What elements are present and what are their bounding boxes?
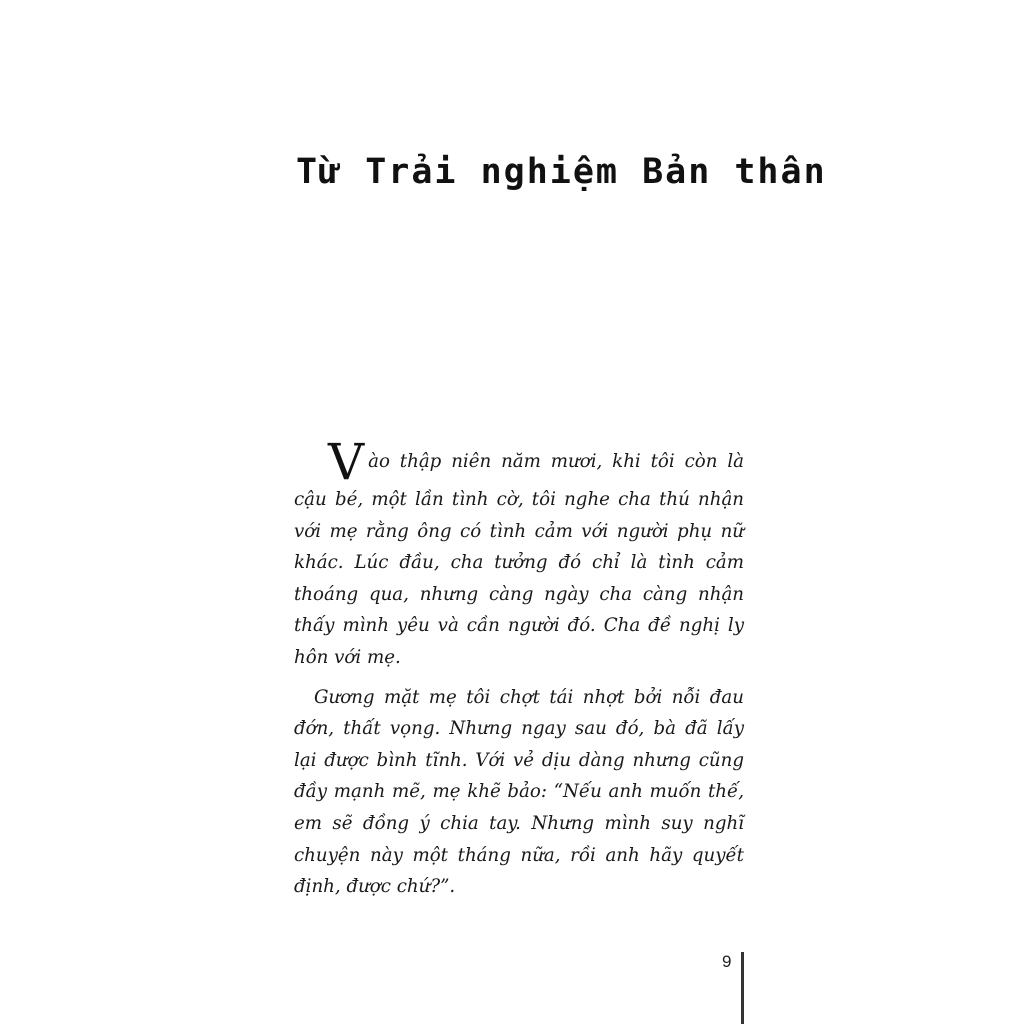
text-line: hôn với mẹ. [294,646,401,668]
body-text [294,433,744,903]
text-line: đầy mạnh mẽ, mẹ khẽ bảo: “Nếu anh muốn thế, [294,781,744,803]
text-line: khác. Lúc đầu, cha tưởng đó chỉ là tình cảm [294,552,744,574]
page-number: 9 [722,952,732,971]
paragraph-2 [294,682,744,903]
text-line: lại được bình tĩnh. Với vẻ dịu dàng nhưng cũng [294,749,744,771]
text-line: thấy mình yêu và cần người đó. Cha đề nghị ly [294,615,744,637]
drop-cap: V [328,433,365,491]
text-line: em sẽ đồng ý chia tay. Nhưng mình suy nghĩ [294,812,744,834]
text-line: đớn, thất vọng. Nhưng ngay sau đó, bà đã lấy [294,718,744,740]
text-line: định, được chứ?”. [294,876,456,898]
text-line: thoáng qua, nhưng càng ngày cha càng nhận [294,583,744,605]
text-line: ào thập niên năm mươi, khi tôi còn là [368,451,744,472]
text-line: chuyện này một tháng nữa, rồi anh hãy quyết [294,844,744,866]
text-line: với mẹ rằng ông có tình cảm với người phụ nữ [294,520,744,542]
page-edge-rule [741,952,744,1024]
chapter-title: Từ Trải nghiệm Bản thân [296,152,827,192]
text-line: Gương mặt mẹ tôi chợt tái nhợt bởi nỗi đau [314,686,744,708]
text-line: cậu bé, một lần tình cờ, tôi nghe cha thú nhận [294,489,744,510]
paragraph-1 [294,433,744,674]
